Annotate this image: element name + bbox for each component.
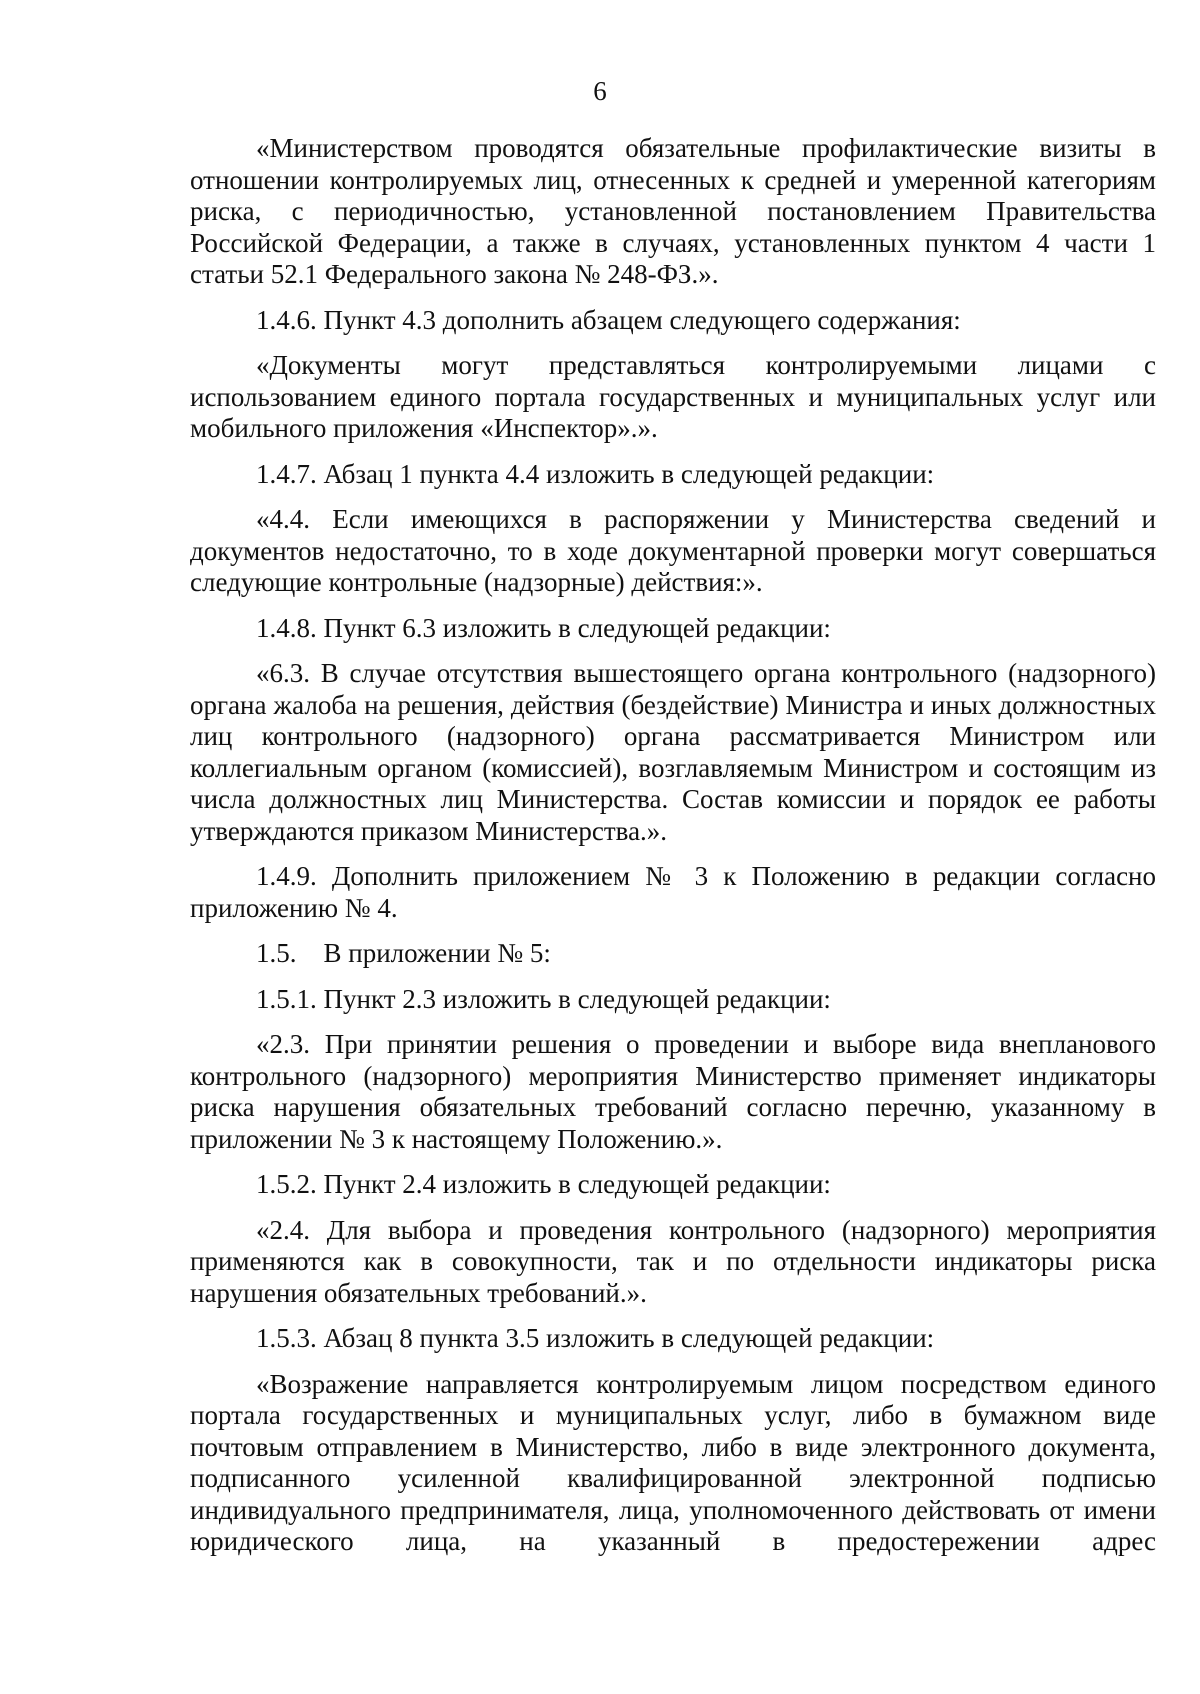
document-body	[190, 133, 1156, 1570]
paragraph-item-1-4-6: 1.4.6. Пункт 4.3 дополнить абзацем следующего содержания:	[256, 304, 961, 335]
paragraph-item-1-5-2: 1.5.2. Пункт 2.4 изложить в следующей редакции:	[256, 1169, 831, 1199]
paragraph-item-1-4-9: 1.4.9. Дополнить приложением № 3 к Положению в редакции согласно приложению № 4.	[190, 861, 1156, 923]
paragraph-quote-2-3: «2.3. При принятии решения о проведении и выборе вида внепланового контрольного (надзорного) мероприятия Министерство применяет индикаторы риска нарушения обязательных требований согласно перечню, указанному в приложении № 3 к настоящему Положению.».	[190, 1029, 1156, 1154]
paragraph-item-1-5-1: 1.5.1. Пункт 2.3 изложить в следующей редакции:	[256, 983, 831, 1014]
page-number: 6	[593, 76, 607, 106]
paragraph-quote-6-3: «6.3. В случае отсутствия вышестоящего органа контрольного (надзорного) органа жалоба на решения, действия (бездействие) Министра и иных должностных лиц контрольного (надзорного) органа рассматривается Министром или коллегиальным органом (комиссией), возглавляемым Министром и состоящим из числа должностных лиц Министерства. Состав комиссии и порядок ее работы утверждаются приказом Министерства.».	[190, 658, 1156, 846]
paragraph-item-1-4-7: 1.4.7. Абзац 1 пункта 4.4 изложить в следующей редакции:	[256, 458, 935, 489]
paragraph-quote-objection: «Возражение направляется контролируемым лицом посредством единого портала государственных и муниципальных услуг, либо в бумажном виде почтовым отправлением в Министерство, либо в виде электронного документа, подписанного усиленной квалифицированной электронной подписью индивидуального предпринимателя, лица, уполномоченного действовать от имени юридического лица, на указанный в предостережении адрес	[190, 1368, 1156, 1556]
paragraph-quote-2-4: «2.4. Для выбора и проведения контрольного (надзорного) мероприятия применяются как в совокупности, так и по отдельности индикаторы риска нарушения обязательных требований.».	[190, 1214, 1156, 1308]
paragraph-item-1-5-3: 1.5.3. Абзац 8 пункта 3.5 изложить в следующей редакции:	[256, 1323, 935, 1353]
paragraph-item-1-4-8: 1.4.8. Пункт 6.3 изложить в следующей редакции:	[256, 612, 831, 643]
paragraph-quote-documents: «Документы могут представляться контролируемыми лицами с использованием единого портала государственных и муниципальных услуг или мобильного приложения «Инспектор».».	[190, 350, 1156, 443]
paragraph-quote-visits: «Министерством проводятся обязательные профилактические визиты в отношении контролируемых лиц, отнесенных к средней и умеренной категориям риска, с периодичностью, установленной постановлением Правительства Российской Федерации, а также в случаях, установленных пунктом 4 части 1 статьи 52.1 Федерального закона № 248-ФЗ.».	[190, 133, 1156, 289]
paragraph-item-1-5: 1.5. В приложении № 5:	[256, 938, 551, 968]
paragraph-quote-4-4: «4.4. Если имеющихся в распоряжении у Министерства сведений и документов недостаточно, то в ходе документарной проверки могут совершаться следующие контрольные (надзорные) действия:».	[190, 504, 1156, 597]
